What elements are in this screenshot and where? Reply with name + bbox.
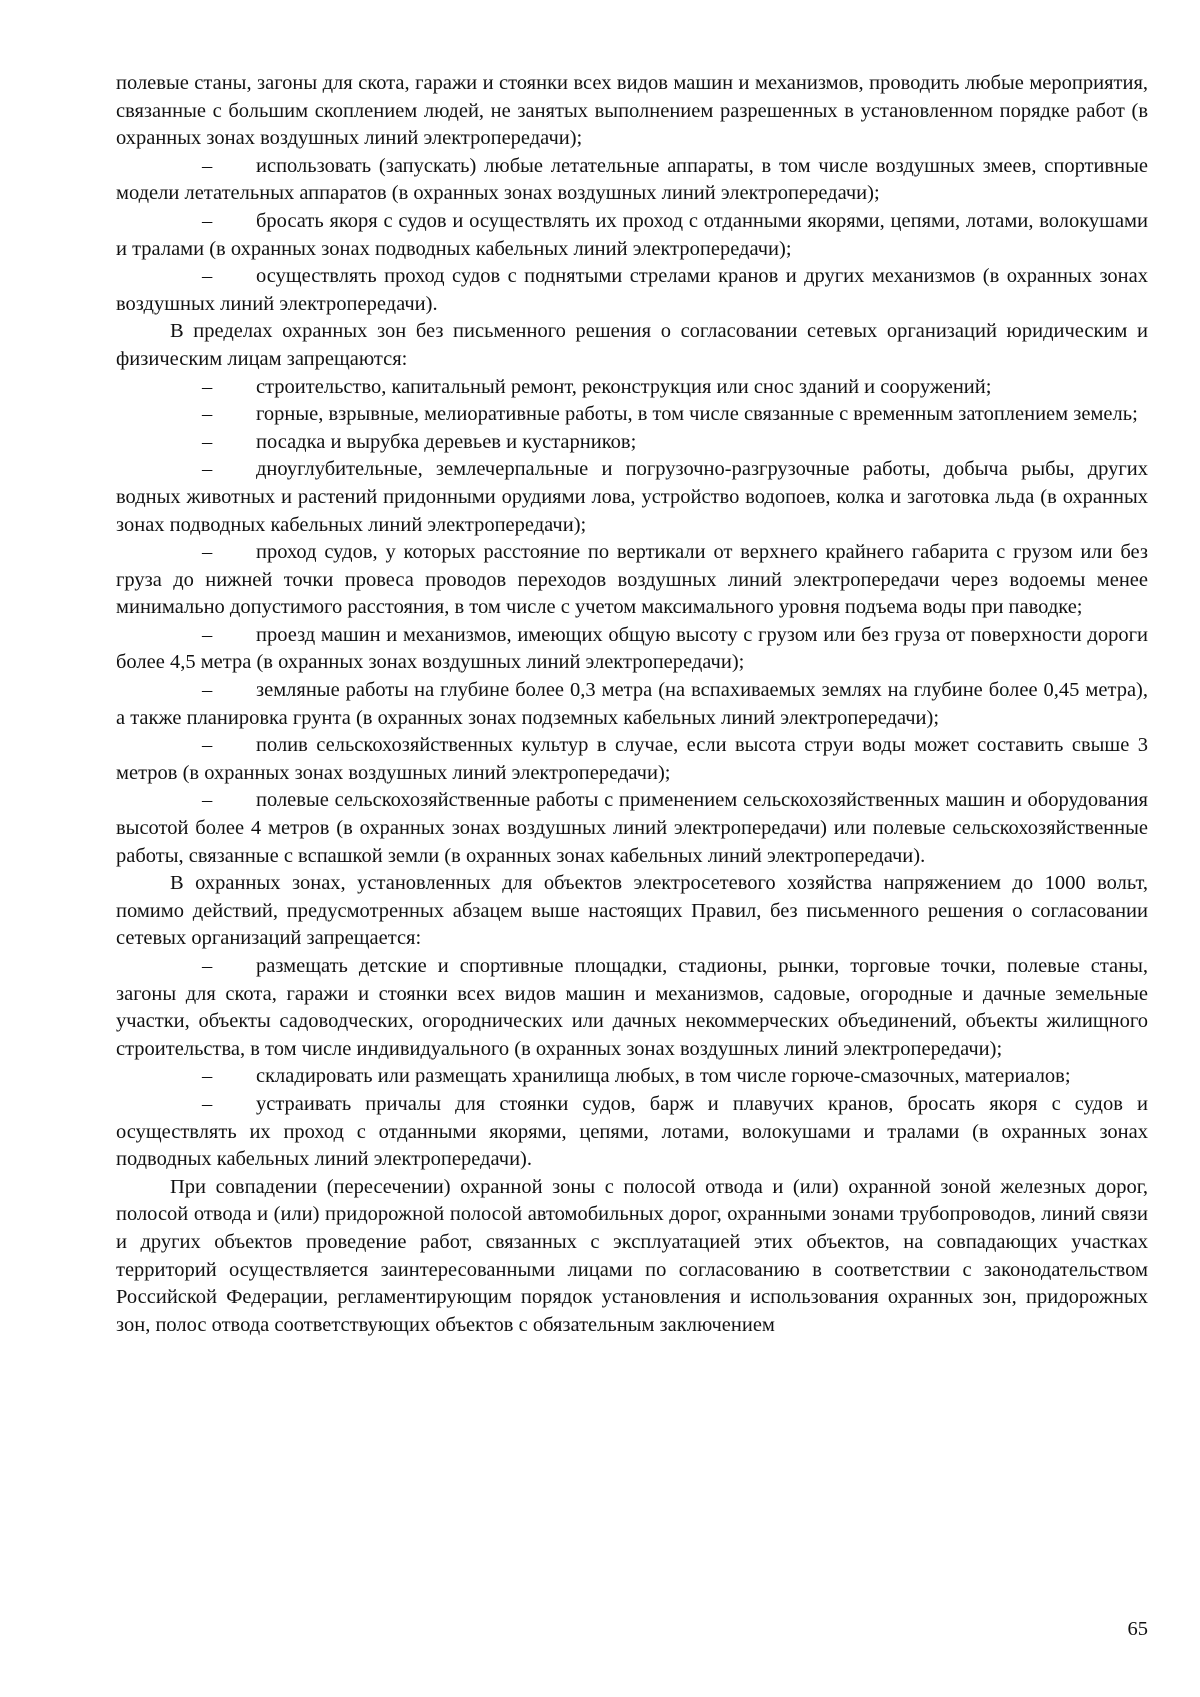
- dash-marker: –: [202, 430, 213, 453]
- list-item-text: посадка и вырубка деревьев и кустарников;: [256, 430, 637, 453]
- paragraph: В пределах охранных зон без письменного решения о согласовании сетевых организаций юридическим и физическим лицам запрещаются:: [116, 320, 1148, 370]
- continuation-paragraph: полевые станы, загоны для скота, гаражи и стоянки всех видов машин и механизмов, проводить любые мероприятия, связанные с большим скоплением людей, не занятых выполнением разрешенных в установленном порядке работ (в охранных зонах воздушных линий электропередачи);: [116, 72, 1148, 150]
- list-item: [116, 732, 1148, 787]
- dash-marker: –: [202, 541, 213, 564]
- list-item: [116, 153, 1148, 208]
- list-item: [116, 622, 1148, 677]
- list-item-text: полив сельскохозяйственных культур в случае, если высота струи воды может составить свыше 3 метров (в охранных зонах воздушных линий электропередачи);: [116, 734, 1148, 784]
- dash-marker: –: [202, 955, 213, 977]
- list-item: [116, 374, 1148, 402]
- dash-marker: –: [202, 403, 213, 426]
- list-item: [116, 677, 1148, 732]
- list-item-text: дноуглубительные, землечерпальные и погрузочно-разгрузочные работы, добыча рыбы, других водных животных и растений придонными орудиями лова, устройство водопоев, колка и заготовка льда (в охранных зонах подводных кабельных линий электропередачи);: [116, 458, 1148, 536]
- dash-marker: –: [202, 1092, 213, 1115]
- list-item: [116, 787, 1148, 870]
- list-item: [116, 429, 1148, 457]
- dash-marker: –: [202, 265, 213, 288]
- paragraph: В охранных зонах, установленных для объектов электросетевого хозяйства напряжением до 1000 вольт, помимо действий, предусмотренных абзацем выше настоящих Правил, без письменного решения о согласовании сетевых организаций запрещается:: [116, 872, 1148, 950]
- dash-marker: –: [202, 458, 213, 481]
- dash-marker: –: [202, 1065, 213, 1088]
- list-item: [116, 456, 1148, 539]
- list-item-text: бросать якоря с судов и осуществлять их проход с отданными якорями, цепями, лотами, волокушами и тралами (в охранных зонах подводных кабельных линий электропередачи);: [116, 209, 1148, 260]
- list-item: [116, 208, 1148, 263]
- dash-marker: –: [202, 734, 213, 757]
- dash-marker: –: [202, 623, 213, 646]
- document-body: [116, 70, 1148, 1339]
- list-item: [116, 539, 1148, 622]
- dash-marker: –: [202, 679, 213, 702]
- list-item: [116, 263, 1148, 318]
- list-item-text: проход судов, у которых расстояние по вертикали от верхнего крайнего габарита с грузом или без груза до нижней точки провеса проводов переходов воздушных линий электропередачи через водоемы менее минимально допустимого расстояния, в том числе с учетом максимального уровня подъема воды при паводке;: [116, 541, 1148, 619]
- dash-marker: –: [202, 789, 213, 812]
- list-item-text: строительство, капитальный ремонт, реконструкция или снос зданий и сооружений;: [256, 375, 992, 398]
- page-number: 65: [1127, 1618, 1148, 1640]
- list-item-text: размещать детские и спортивные площадки, стадионы, рынки, торговые точки, полевые станы, загоны для скота, гаражи и стоянки всех видов машин и механизмов, садовые, огородные и дачные земельные участки, объекты садоводческих, огороднических или дачных некоммерческих объединений, объекты жилищного строительства, в том числе индивидуального (в охранных зонах воздушных линий электропередачи);: [116, 955, 1148, 1060]
- list-item-text: проезд машин и механизмов, имеющих общую высоту с грузом или без груза от поверхности дороги более 4,5 метра (в охранных зонах воздушных линий электропередачи);: [116, 623, 1148, 674]
- list-item: [116, 953, 1148, 1063]
- dash-marker: –: [202, 375, 213, 398]
- list-item-text: осуществлять проход судов с поднятыми стрелами кранов и других механизмов (в охранных зонах воздушных линий электропередачи).: [116, 265, 1148, 315]
- list-item-text: земляные работы на глубине более 0,3 метра (на вспахиваемых землях на глубине более 0,45 метра), а также планировка грунта (в охранных зонах подземных кабельных линий электропередачи);: [116, 679, 1148, 729]
- list-item-text: складировать или размещать хранилища любых, в том числе горюче-смазочных, материалов;: [256, 1065, 1071, 1088]
- list-item: [116, 1091, 1148, 1174]
- list-item-text: полевые сельскохозяйственные работы с применением сельскохозяйственных машин и оборудования высотой более 4 метров (в охранных зонах воздушных линий электропередачи) или полевые сельскохозяйственные работы, связанные с вспашкой земли (в охранных зонах кабельных линий электропередачи).: [116, 789, 1148, 867]
- list-item-text: устраивать причалы для стоянки судов, барж и плавучих кранов, бросать якоря с судов и осуществлять их проход с отданными якорями, цепями, лотами, волокушами и тралами (в охранных зонах подводных кабельных линий электропередачи).: [116, 1092, 1148, 1171]
- paragraph: При совпадении (пересечении) охранной зоны с полосой отвода и (или) охранной зоной железных дорог, полосой отвода и (или) придорожной полосой автомобильных дорог, охранными зонами трубопроводов, линий связи и других объектов проведение работ, связанных с эксплуатацией этих объектов, на совпадающих участках территорий осуществляется заинтересованными лицами по согласованию в соответствии с законодательством Российской Федерации, регламентирующим порядок установления и использования охранных зон, придорожных зон, полос отвода соответствующих объектов с обязательным заключением: [116, 1175, 1148, 1336]
- list-item-text: использовать (запускать) любые летательные аппараты, в том числе воздушных змеев, спортивные модели летательных аппаратов (в охранных зонах воздушных линий электропередачи);: [116, 154, 1148, 205]
- dash-marker: –: [202, 209, 213, 232]
- dash-marker: –: [202, 154, 213, 177]
- list-item-text: горные, взрывные, мелиоративные работы, в том числе связанные с временным затоплением земель;: [256, 403, 1138, 426]
- list-item: [116, 1063, 1148, 1091]
- list-item: [116, 401, 1148, 429]
